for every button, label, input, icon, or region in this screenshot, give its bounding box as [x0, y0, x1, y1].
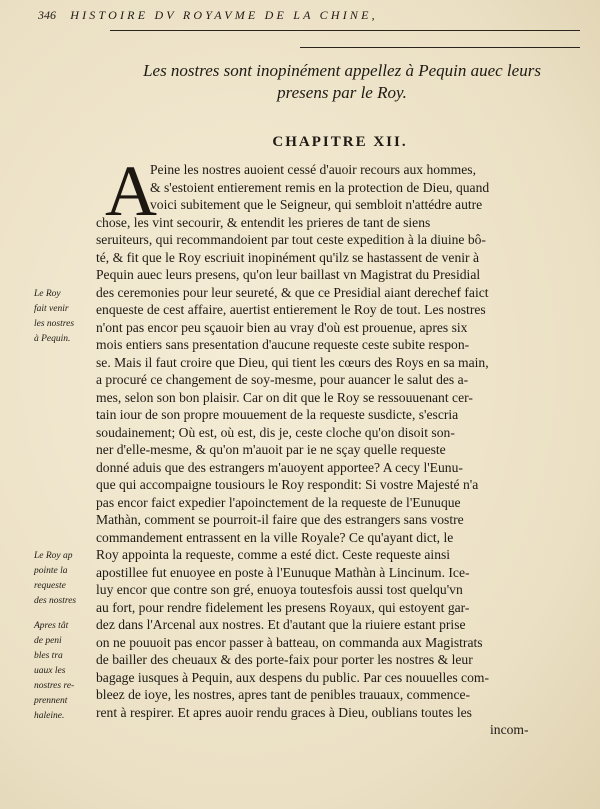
margin-note — [34, 549, 96, 609]
text-line: de bailler des cheuaux & des porte-faix pour porter les nostres & leur — [96, 652, 473, 667]
margin-note-line: les nostres — [34, 318, 75, 329]
running-header — [38, 8, 578, 23]
margin-note-line: Le Roy ap — [34, 551, 73, 561]
text-line: des ceremonies pour leur seureté, & que ce Presidial aiant derechef faict — [96, 284, 489, 300]
text-line: mes, selon son bon plaisir. Car on dit que le Roy se ressouuenant cer- — [96, 389, 473, 405]
margin-note-line: nostres re- — [34, 681, 75, 691]
margin-note-line: pointe la — [34, 566, 68, 576]
text-line: se. Mais il faut croire que Dieu, qui tient les cœurs des Roys en sa main, — [96, 354, 489, 370]
text-line: Roy appointa la requeste, comme a esté dict. Ceste requeste ainsi — [96, 547, 451, 562]
text-line: seruiteurs, qui recommandoient par tout ceste expedition à la diuine bô- — [96, 232, 486, 247]
text-line: ner d'elle-mesme, & qu'on m'auoit par ie ne sçay quelle requeste — [96, 442, 446, 457]
margin-note-line: à Pequin. — [34, 333, 71, 344]
margin-note — [34, 619, 96, 724]
margin-note-line: requeste — [34, 581, 66, 591]
summary-line-1: Les nostres sont inopinément appellez à Pequin auec leurs — [143, 61, 541, 80]
margin-note-line: Le Roy — [34, 288, 61, 299]
text-line: mois entiers sans presentation d'aucune requeste ceste subite respon- — [96, 337, 470, 352]
text-line: au fort, pour rendre fidelement les presens Royaux, qui estoyent gar- — [96, 599, 470, 615]
text-line: n'ont pas encor peu sçauoir bien au vray d'où est prouenue, apres six — [96, 319, 468, 335]
text-line: dez dans l'Arcenal aux nostres. Et d'autant que la riuiere estant prise — [96, 617, 466, 632]
text-line: enqueste de cest affaire, auertist entierement le Roy de tout. Les nostres — [96, 302, 486, 317]
text-line: pas encor faict expedier l'apoinctement de la requeste de l'Eunuque — [96, 494, 461, 510]
text-line: rent à respirer. Et apres auoir rendu graces à Dieu, oublians toutes les — [96, 704, 472, 720]
text-line: donné aduis que des estrangers m'auoyent apportee? A cecy l'Eunu- — [96, 459, 463, 475]
margin-note-line: haleine. — [34, 711, 65, 721]
page-number: 346 — [38, 8, 56, 22]
text-line: soudainement; Où est, où est, dis je, ceste cloche qu'on disoit son- — [96, 424, 455, 440]
text-line: Pequin auec leurs presens, qu'on leur baillast vn Magistrat du Presidial — [96, 267, 481, 282]
text-line: voici subitement que le Seigneur, qui sembloit n'attédre autre — [150, 197, 483, 212]
margin-note-line: des nostres — [34, 596, 77, 606]
drop-cap: A — [105, 151, 157, 231]
text-line: Mathàn, comment se pourroit-il faire que des estrangers sans vostre — [96, 512, 464, 527]
text-line: té, & fit que le Roy escriuit inopinément qu'ilz se hastassent de venir à — [96, 249, 479, 265]
text-line: chose, les vint secourir, & entendit les prieres de tant de siens — [96, 214, 431, 230]
text-line: apostillee fut enuoyee en poste à l'Eunuque Mathàn à Lincinum. Ice- — [96, 564, 470, 580]
summary-line-2: presens par le Roy. — [277, 83, 407, 102]
margin-note — [34, 287, 96, 347]
text-line: Peine les nostres auoient cessé d'auoir recours aux hommes, — [150, 162, 476, 177]
margin-note-line: prennent — [34, 696, 68, 706]
chapter-summary — [104, 60, 580, 104]
header-rule — [110, 30, 580, 31]
running-title: HISTOIRE DV ROYAVME DE LA CHINE, — [70, 8, 378, 22]
text-line: a procuré ce changement de soy-mesme, pour auancer le salut des a- — [96, 372, 469, 387]
catchword: incom- — [490, 722, 529, 737]
text-line: & s'estoient entierement remis en la protection de Dieu, quand — [150, 179, 490, 195]
text-line: tain iour de son propre mouuement de la requeste susdicte, s'escria — [96, 407, 459, 422]
text-line: luy encor que contre son gré, enuoya toutesfois aussi tost quelqu'vn — [96, 582, 463, 597]
text-line: commandement entrassent en la ville Royale? Ce qu'ayant dict, le — [96, 529, 454, 545]
margin-note-line: uaux les — [34, 666, 66, 676]
text-line: on ne pouuoit pas encor passer à batteau, on commanda aux Magistrats — [96, 634, 483, 650]
text-line: que qui accompaigne tousiours le Roy respondit: Si vostre Majesté n'a — [96, 477, 479, 492]
margin-note-line: de peni — [34, 636, 62, 646]
ornament-rule — [300, 47, 580, 48]
text-line: bagage iusques à Pequin, aux despens du public. Par ces nouuelles com- — [96, 669, 489, 685]
margin-note-line: bles tra — [34, 651, 63, 661]
text-line: bleez de ioye, les nostres, apres tant de penibles trauaux, commence- — [96, 687, 471, 702]
chapter-title: CHAPITRE XII. — [272, 134, 408, 150]
margin-note-line: fait venir — [34, 303, 69, 314]
margin-note-line: Apres tât — [34, 621, 69, 631]
